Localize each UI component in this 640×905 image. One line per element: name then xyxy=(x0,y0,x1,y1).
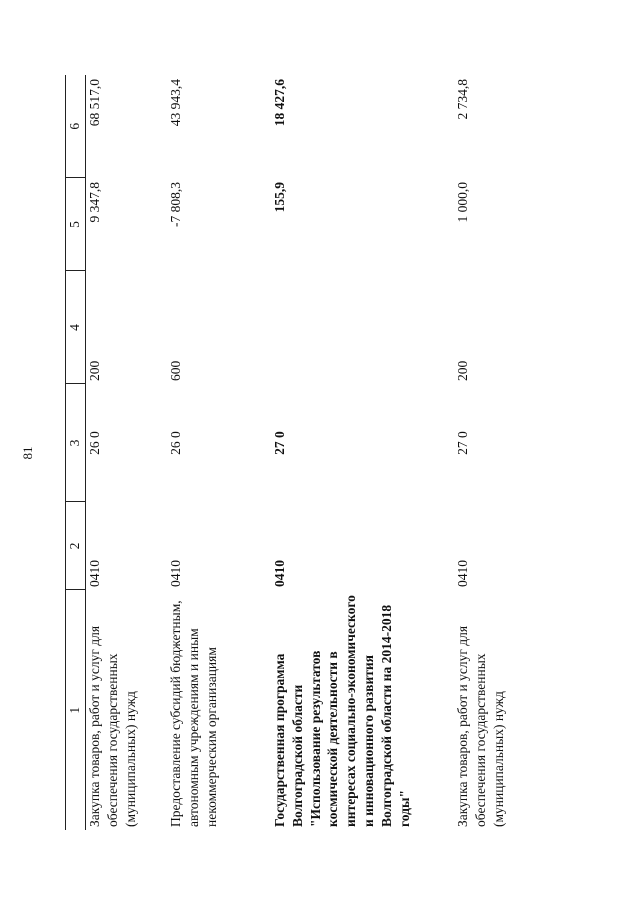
column-number: 4 xyxy=(66,271,86,384)
rotated-table-container xyxy=(65,75,640,830)
column-number: 6 xyxy=(66,75,86,178)
change-amount: 1 000,0 xyxy=(455,182,470,223)
row-name: Предоставление субсидий бюджетным, автономным учреждениям и иным некоммерческим организациям xyxy=(168,600,219,827)
column-number: 2 xyxy=(66,502,86,590)
expense-type: 200 xyxy=(455,360,470,381)
total-amount: 2 734,8 xyxy=(455,79,470,120)
row-name: Закупка товаров, работ и услуг для обеспечения государственных (муниципальных) нужд xyxy=(455,625,506,827)
target-code: 27 0 xyxy=(272,431,287,455)
row-name: Государственная программа Волгоградской области "Использование результатов космической деятельности в интересах социально-экономического и инновационного развития Волгоградской области на 2014-2018 годы" xyxy=(272,595,412,827)
change-amount: -7 808,3 xyxy=(168,182,183,227)
column-number: 5 xyxy=(66,178,86,271)
expense-type xyxy=(271,271,454,384)
budget-table xyxy=(65,75,534,830)
page-number: 81 xyxy=(20,446,35,460)
row-name: Закупка товаров, работ и услуг для обеспечения государственных (муниципальных) нужд xyxy=(87,625,138,827)
section-code: 0410 xyxy=(87,560,102,587)
section-code: 0410 xyxy=(168,560,183,587)
total-amount: 43 943,4 xyxy=(168,79,183,127)
table-row xyxy=(86,75,168,830)
table-row xyxy=(454,75,534,830)
table-row xyxy=(271,75,454,830)
column-number-row xyxy=(66,75,86,830)
table-row xyxy=(167,75,271,830)
section-code: 0410 xyxy=(455,560,470,587)
expense-type: 600 xyxy=(168,360,183,381)
total-amount: 18 427,6 xyxy=(272,79,287,127)
target-code: 26 0 xyxy=(87,431,102,455)
column-number: 1 xyxy=(66,590,86,830)
expense-type: 200 xyxy=(87,360,102,381)
target-code: 26 0 xyxy=(168,431,183,455)
total-amount: 68 517,0 xyxy=(87,79,102,127)
target-code: 27 0 xyxy=(455,431,470,455)
change-amount: 9 347,8 xyxy=(87,182,102,223)
column-number: 3 xyxy=(66,384,86,502)
section-code: 0410 xyxy=(272,560,287,587)
change-amount: 155,9 xyxy=(272,182,287,213)
